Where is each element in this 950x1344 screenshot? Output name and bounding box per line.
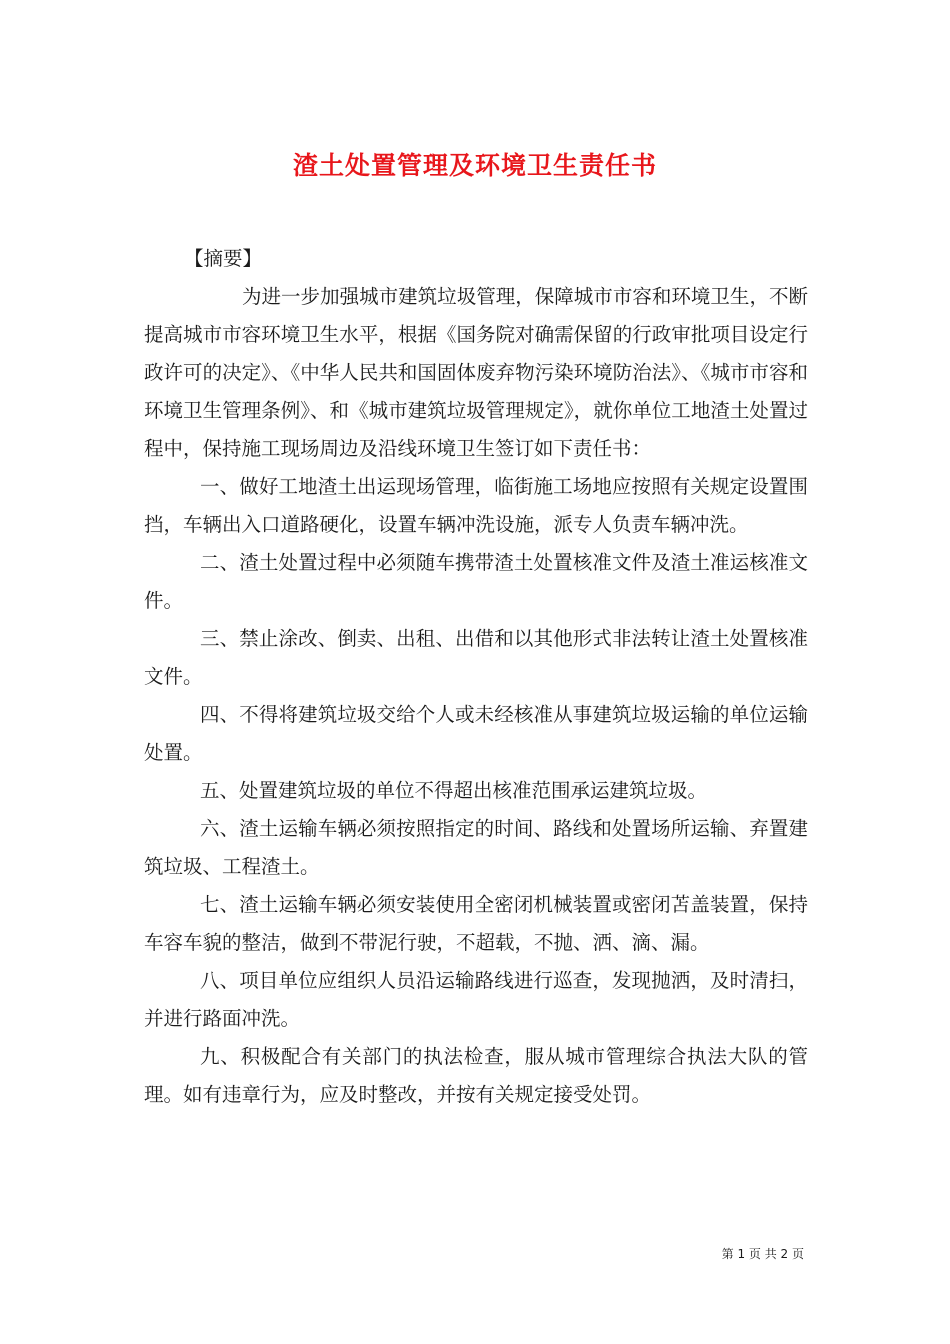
clause-6: 六、渣土运输车辆必须按照指定的时间、路线和处置场所运输、弃置建筑垃圾、工程渣土。 [144, 817, 808, 878]
document-title: 渣土处置管理及环境卫生责任书 [292, 150, 657, 180]
clause-7: 七、渣土运输车辆必须安装使用全密闭机械装置或密闭苫盖装置，保持车容车貌的整洁，做到不带泥行驶，不超载，不抛、洒、滴、漏。 [144, 893, 808, 954]
intro-paragraph: 为进一步加强城市建筑垃圾管理，保障城市市容和环境卫生，不断提高城市市容环境卫生水平，根据《国务院对确需保留的行政审批项目设定行政许可的决定》、《中华人民共和国固体废弃物污染环境防治法》、《城市市容和环境卫生管理条例》、和《城市建筑垃圾管理规定》，就你单位工地渣土处置过程中，保持施工现场周边及沿线环境卫生签订如下责任书： [144, 285, 808, 460]
clause-1: 一、做好工地渣土出运现场管理，临街施工场地应按照有关规定设置围挡，车辆出入口道路硬化，设置车辆冲洗设施，派专人负责车辆冲洗。 [144, 475, 808, 536]
abstract-label: 【摘要】 [184, 247, 263, 270]
document-body [144, 240, 808, 1114]
clause-3: 三、禁止涂改、倒卖、出租、出借和以其他形式非法转让渣土处置核准文件。 [144, 627, 808, 688]
clause-8: 八、项目单位应组织人员沿运输路线进行巡查，发现抛洒，及时清扫，并进行路面冲洗。 [144, 969, 808, 1030]
page-number: 第 1 页 共 2 页 [721, 1247, 804, 1261]
clause-9: 九、积极配合有关部门的执法检查，服从城市管理综合执法大队的管理。如有违章行为，应及时整改，并按有关规定接受处罚。 [144, 1045, 808, 1106]
clause-4: 四、不得将建筑垃圾交给个人或未经核准从事建筑垃圾运输的单位运输处置。 [144, 703, 808, 764]
clause-5: 五、处置建筑垃圾的单位不得超出核准范围承运建筑垃圾。 [200, 779, 708, 802]
clause-2: 二、渣土处置过程中必须随车携带渣土处置核准文件及渣土准运核准文件。 [144, 551, 808, 612]
